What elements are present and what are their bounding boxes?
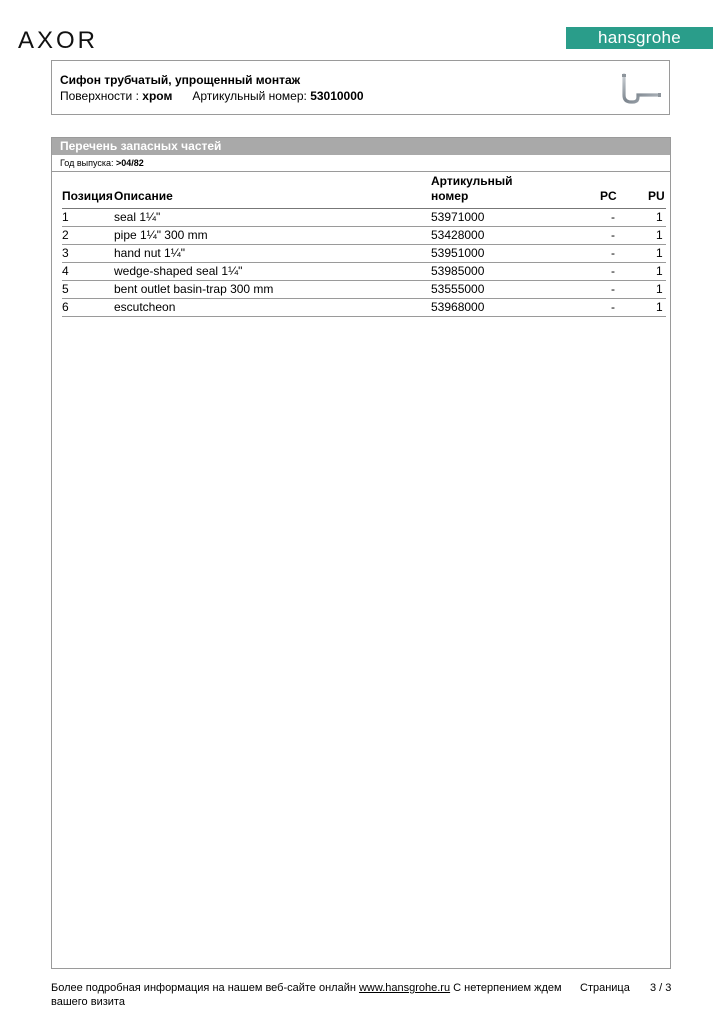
row-pc: - <box>611 300 615 314</box>
col-pc: PC <box>600 189 617 203</box>
table-row <box>62 281 666 299</box>
row-pu: 1 <box>656 300 663 314</box>
surface-label: Поверхности : <box>60 89 139 103</box>
product-title: Сифон трубчатый, упрощенный монтаж <box>60 73 301 87</box>
table-row <box>62 245 666 263</box>
footer-text <box>51 981 571 1009</box>
year-value: >04/82 <box>116 158 144 168</box>
row-pu: 1 <box>656 264 663 278</box>
row-pc: - <box>611 228 615 242</box>
row-position: 1 <box>62 210 69 224</box>
spare-parts-box <box>51 137 671 969</box>
row-article: 53971000 <box>431 210 485 224</box>
row-pu: 1 <box>656 210 663 224</box>
row-article: 53555000 <box>431 282 485 296</box>
col-description: Описание <box>114 189 173 203</box>
row-article: 53428000 <box>431 228 485 242</box>
article-value: 53010000 <box>310 89 364 103</box>
row-pc: - <box>611 246 615 260</box>
page-number: 3 / 3 <box>650 982 672 994</box>
row-pu: 1 <box>656 228 663 242</box>
table-row <box>62 263 666 281</box>
year-label: Год выпуска: <box>60 158 114 168</box>
row-pc: - <box>611 282 615 296</box>
row-article: 53951000 <box>431 246 485 260</box>
row-pc: - <box>611 264 615 278</box>
row-description: seal 1¼" <box>114 210 161 224</box>
year-line <box>52 155 670 172</box>
col-article-line1: Артикульный <box>431 174 513 188</box>
table-row <box>62 227 666 245</box>
row-position: 4 <box>62 264 69 278</box>
row-pu: 1 <box>656 282 663 296</box>
row-description: wedge-shaped seal 1¼" <box>114 264 243 278</box>
col-pu: PU <box>648 189 665 203</box>
spare-parts-heading: Перечень запасных частей <box>52 138 670 155</box>
hansgrohe-logo: hansgrohe <box>566 27 713 49</box>
row-article: 53985000 <box>431 264 485 278</box>
row-pc: - <box>611 210 615 224</box>
table-row <box>62 209 666 227</box>
surface-value: хром <box>142 89 173 103</box>
row-pu: 1 <box>656 246 663 260</box>
article-label: Артикульный номер: <box>192 89 307 103</box>
col-article <box>431 174 513 204</box>
row-description: bent outlet basin-trap 300 mm <box>114 282 274 296</box>
col-position: Позиция <box>62 189 113 203</box>
table-row <box>62 299 666 317</box>
page-label: Страница <box>580 982 630 994</box>
row-position: 3 <box>62 246 69 260</box>
row-position: 2 <box>62 228 69 242</box>
product-details-line <box>60 89 364 103</box>
row-description: escutcheon <box>114 300 176 314</box>
row-article: 53968000 <box>431 300 485 314</box>
bottle-trap-pipe-icon <box>619 73 663 107</box>
website-link[interactable]: www.hansgrohe.ru <box>358 982 451 994</box>
footer-text-after: С нетерпением ждем вашего визита <box>51 982 562 1008</box>
footer-text-before: Более подробная информация на нашем веб-сайте онлайн <box>51 982 359 994</box>
row-position: 5 <box>62 282 69 296</box>
product-info-box <box>51 60 670 115</box>
row-description: hand nut 1¼" <box>114 246 185 260</box>
axor-logo: AXOR <box>18 27 99 54</box>
row-position: 6 <box>62 300 69 314</box>
row-description: pipe 1¼" 300 mm <box>114 228 208 242</box>
col-article-line2: номер <box>431 189 469 203</box>
